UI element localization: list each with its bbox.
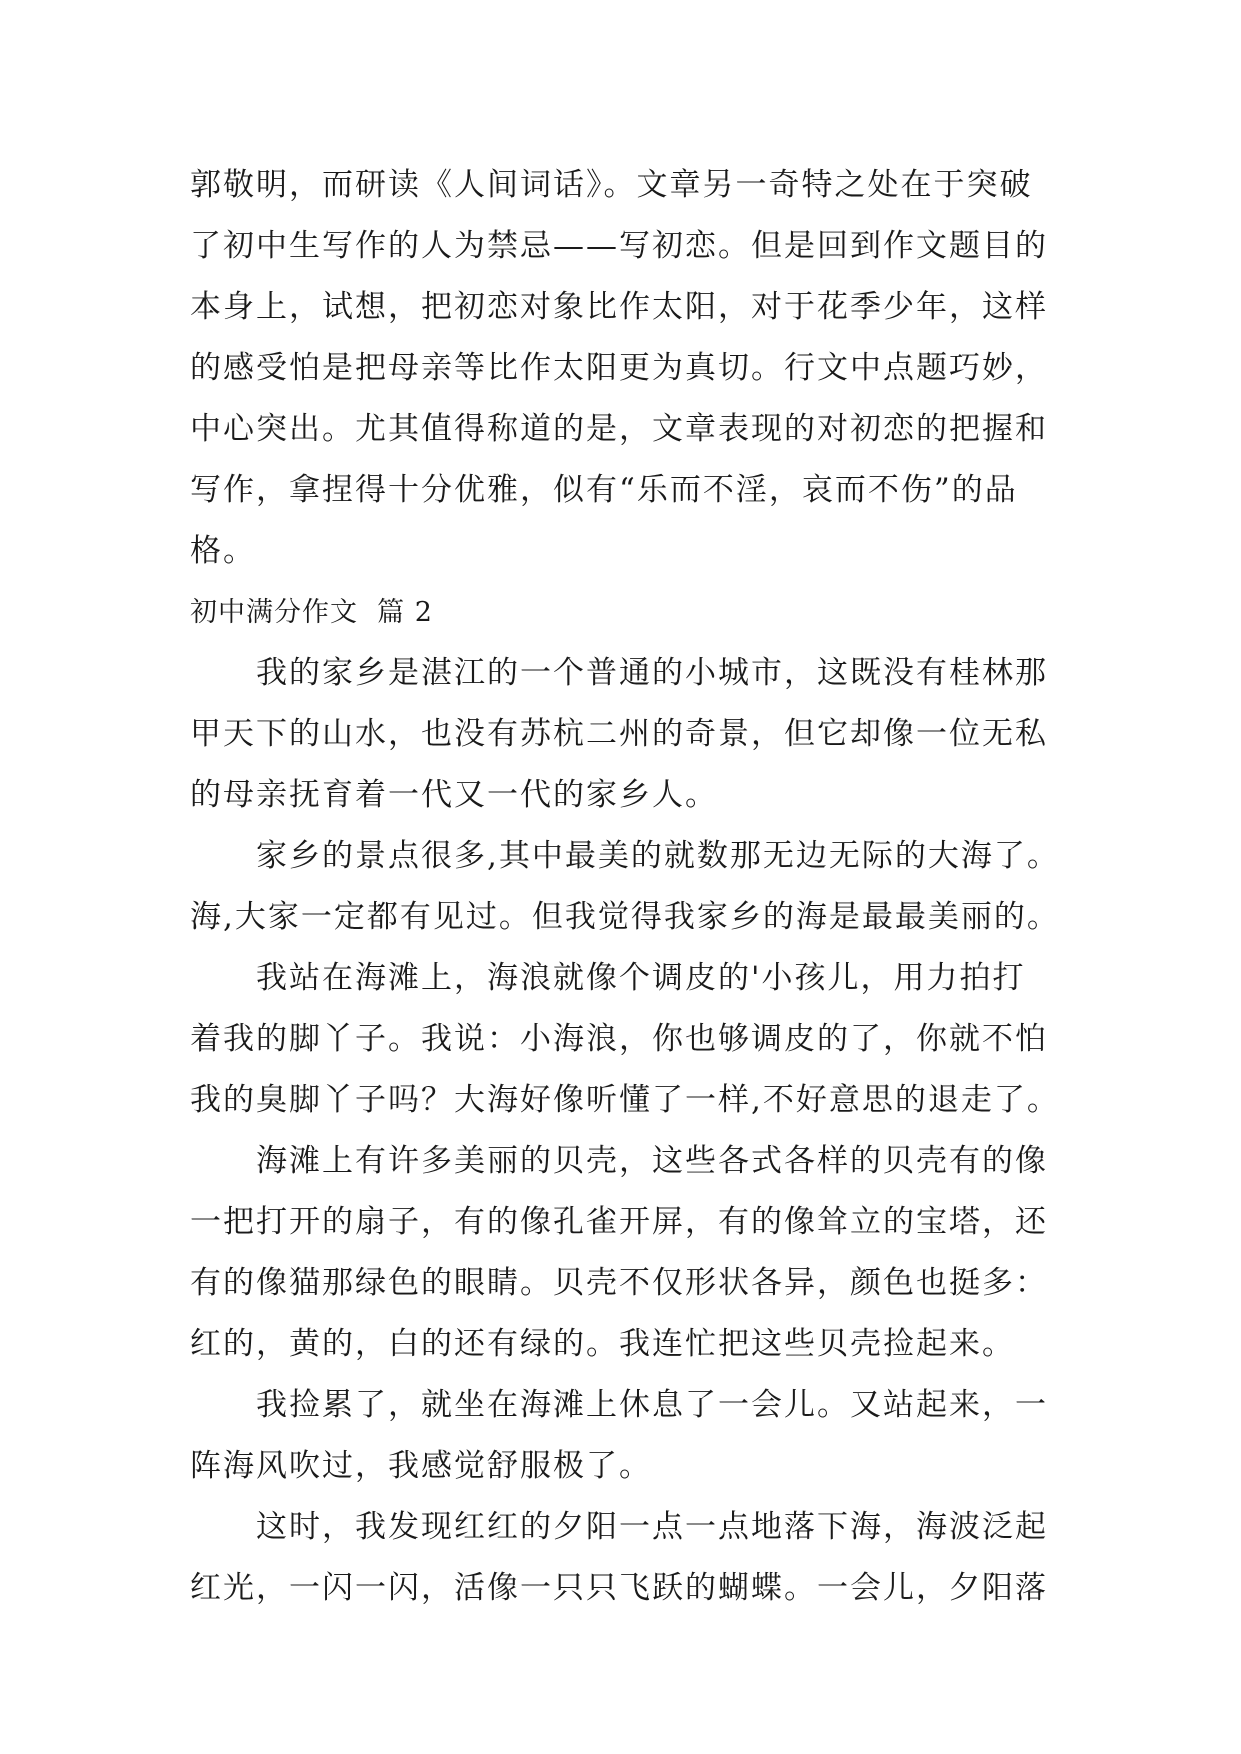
text-line: 甲天下的山水，也没有苏杭二州的奇景，但它却像一位无私: [190, 716, 1048, 752]
section-heading: 初中满分作文 篇 2: [190, 597, 433, 628]
text-line: 的感受怕是把母亲等比作太阳更为真切。行文中点题巧妙，: [190, 350, 1048, 386]
text-line: 海,大家一定都有见过。但我觉得我家乡的海是最最美丽的。: [190, 899, 1060, 935]
paragraph-first-line: 海滩上有许多美丽的贝壳，这些各式各样的贝壳有的像: [256, 1143, 1048, 1179]
text-line: 着我的脚丫子。我说：小海浪，你也够调皮的了，你就不怕: [190, 1021, 1048, 1057]
paragraph-first-line: 我的家乡是湛江的一个普通的小城市，这既没有桂林那: [256, 655, 1048, 691]
paragraph-first-line: 我捡累了，就坐在海滩上休息了一会儿。又站起来，一: [256, 1387, 1048, 1423]
text-line: 阵海风吹过，我感觉舒服极了。: [190, 1448, 652, 1484]
text-line: 我的臭脚丫子吗？大海好像听懂了一样,不好意思的退走了。: [190, 1082, 1060, 1118]
text-line: 了初中生写作的人为禁忌——写初恋。但是回到作文题目的: [190, 228, 1048, 264]
paragraph-first-line: 这时，我发现红红的夕阳一点一点地落下海，海波泛起: [256, 1509, 1048, 1545]
paragraph-first-line: 家乡的景点很多,其中最美的就数那无边无际的大海了。: [256, 838, 1060, 874]
text-line: 一把打开的扇子，有的像孔雀开屏，有的像耸立的宝塔，还: [190, 1204, 1048, 1240]
text-line: 中心突出。尤其值得称道的是，文章表现的对初恋的把握和: [190, 411, 1048, 447]
text-line: 格。: [190, 533, 256, 569]
text-line: 本身上，试想，把初恋对象比作太阳，对于花季少年，这样: [190, 289, 1048, 325]
text-line: 写作，拿捏得十分优雅，似有“乐而不淫，哀而不伤”的品: [190, 472, 1018, 508]
text-line: 郭敬明，而研读《人间词话》。文章另一奇特之处在于突破: [190, 167, 1033, 203]
text-line: 的母亲抚育着一代又一代的家乡人。: [190, 777, 718, 813]
text-line: 红光，一闪一闪，活像一只只飞跃的蝴蝶。一会儿，夕阳落: [190, 1570, 1048, 1606]
text-line: 有的像猫那绿色的眼睛。贝壳不仅形状各异，颜色也挺多：: [190, 1265, 1048, 1301]
paragraph-first-line: 我站在海滩上，海浪就像个调皮的'小孩儿，用力拍打: [256, 960, 1026, 996]
document-page: [190, 155, 1070, 1619]
text-line: 红的，黄的，白的还有绿的。我连忙把这些贝壳捡起来。: [190, 1326, 1015, 1362]
